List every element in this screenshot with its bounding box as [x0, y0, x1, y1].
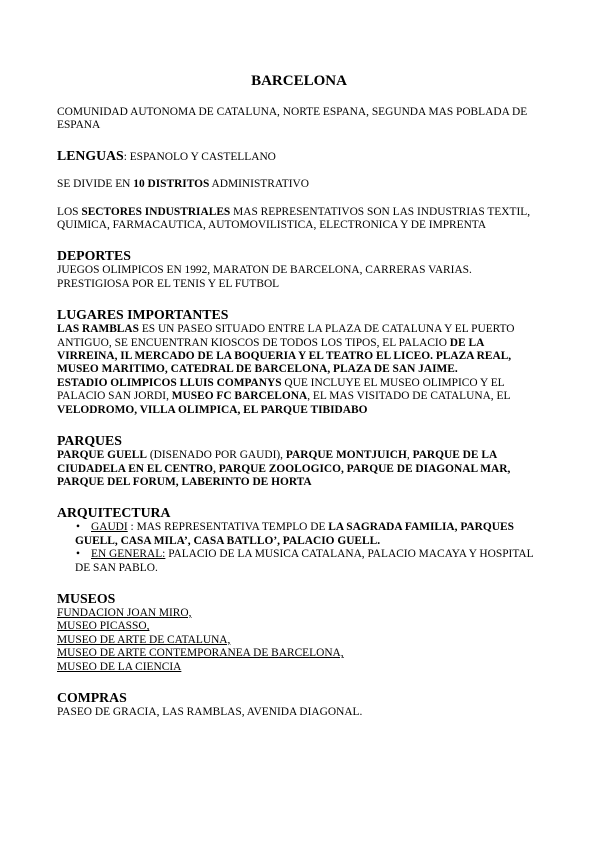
lugares-velodromo: VELODROMO, VILLA OLIMPICA, EL PARQUE TIBIDABO — [57, 403, 368, 416]
lugares-ramblas: LAS RAMBLAS — [57, 323, 139, 336]
compras-heading: COMPRAS — [57, 689, 127, 705]
bullet-icon: • — [76, 548, 80, 561]
lugares-text-1: ES UN PASEO SITUADO ENTRE LA PLAZA DE CATALUNA Y EL PUERTO ANTIGUO, SE ENCUENTRAN KIOSCOS DE TODOS LOS TIPOS, EL PALACIO — [57, 323, 515, 349]
deportes-heading: DEPORTES — [57, 248, 131, 264]
gaudi-text: : MAS REPRESENTATIVA TEMPLO DE — [127, 521, 329, 534]
lugares-text-3: , EL MAS VISITADO DE CATALUNA, EL — [307, 390, 510, 403]
intro-paragraph: COMUNIDAD AUTONOMA DE CATALUNA, NORTE ESPANA, SEGUNDA MAS POBLADA DE ESPANA — [57, 106, 528, 132]
industria-post: MAS REPRESENTATIVOS SON LAS INDUSTRIAS TEXTIL, QUIMICA, FARMACAUTICA, AUTOMOVILISTICA, ELECTRONICA Y DE IMPRENTA — [57, 205, 531, 232]
lugares-paragraph-2 — [57, 377, 541, 417]
parques-paragraph — [57, 449, 541, 489]
lugares-section — [57, 307, 541, 417]
lugares-bold-2: DE LA VIRREINA, IL MERCADO DE LA BOQUERIA Y EL TEATRO EL LICEO. PLAZA REAL, MUSEO MARITIMO, CATEDRAL DE BARCELONA, PLAZA DE SAN JAIME. — [57, 336, 512, 376]
parques-heading: PARQUES — [57, 433, 122, 449]
industria-pre: LOS — [57, 205, 82, 218]
parques-montjuich: PARQUE MONTJUICH — [285, 449, 407, 462]
compras-text: PASEO DE GRACIA, LAS RAMBLAS, AVENIDA DIAGONAL. — [57, 705, 363, 718]
compras-section — [57, 690, 541, 719]
bullet-icon: • — [76, 521, 80, 534]
industria-paragraph — [57, 206, 541, 233]
museos-heading: MUSEOS — [57, 590, 116, 606]
gaudi-link[interactable]: GAUDI — [91, 521, 128, 534]
page-title: BARCELONA — [251, 73, 347, 89]
list-item — [57, 521, 541, 548]
industria-bold: SECTORES INDUSTRIALES — [81, 205, 231, 218]
deportes-section — [57, 248, 541, 291]
museo-link[interactable]: FUNDACION JOAN MIRO, — [57, 606, 192, 619]
lugares-estadio: ESTADIO OLIMPICOS LLUIS COMPANYS — [57, 376, 282, 389]
museo-link[interactable]: MUSEO DE LA CIENCIA — [57, 660, 182, 673]
en-general-text: PALACIO DE LA MUSICA CATALANA, PALACIO MACAYA Y HOSPITAL DE SAN PABLO. — [75, 548, 534, 574]
museo-link[interactable]: MUSEO DE ARTE CONTEMPORANEA DE BARCELONA, — [57, 647, 344, 660]
lugares-paragraph-1 — [57, 323, 541, 377]
museos-section — [57, 591, 541, 674]
arquitectura-heading: ARQUITECTURA — [57, 505, 171, 521]
list-item — [57, 548, 541, 575]
deportes-text: JUEGOS OLIMPICOS EN 1992, MARATON DE BARCELONA, CARRERAS VARIAS. PRESTIGIOSA POR EL TENIS Y EL FUTBOL — [57, 264, 472, 290]
document-page — [57, 72, 541, 719]
arquitectura-list — [57, 521, 541, 575]
arquitectura-section — [57, 505, 541, 575]
distritos-paragraph — [57, 178, 541, 191]
parques-text-2: , — [406, 449, 413, 462]
distritos-post: ADMINISTRATIVO — [209, 178, 309, 191]
lenguas-label: LENGUAS — [57, 147, 124, 163]
lenguas-paragraph — [57, 149, 541, 164]
lugares-museo-fc: MUSEO FC BARCELONA — [171, 390, 308, 403]
gaudi-bold: LA SAGRADA FAMILIA, PARQUES GUELL, CASA MILA’, CASA BATLLO’, PALACIO GUELL. — [75, 521, 514, 547]
en-general-link[interactable]: EN GENERAL: — [91, 548, 166, 561]
lugares-heading: LUGARES IMPORTANTES — [57, 307, 229, 323]
museo-link[interactable]: MUSEO PICASSO, — [57, 620, 150, 633]
lenguas-text: : ESPANOLO Y CASTELLANO — [123, 150, 276, 163]
parques-bold-3: PARQUE DE LA CIUDADELA EN EL CENTRO, PARQUE ZOOLOGICO, PARQUE DE DIAGONAL MAR, PARQUE DEL FORUM, LABERINTO DE HORTA — [57, 449, 511, 488]
parques-guell: PARQUE GUELL — [57, 449, 147, 462]
parques-text-1: (DISENADO POR GAUDI), — [146, 449, 286, 462]
lugares-text-2: QUE INCLUYE EL MUSEO OLIMPICO Y EL PALACIO SAN JORDI, — [57, 376, 505, 403]
museo-link[interactable]: MUSEO DE ARTE DE CATALUNA, — [57, 633, 231, 646]
distritos-bold: 10 DISTRITOS — [133, 178, 210, 191]
distritos-pre: SE DIVIDE EN — [57, 178, 134, 191]
parques-section — [57, 433, 541, 489]
